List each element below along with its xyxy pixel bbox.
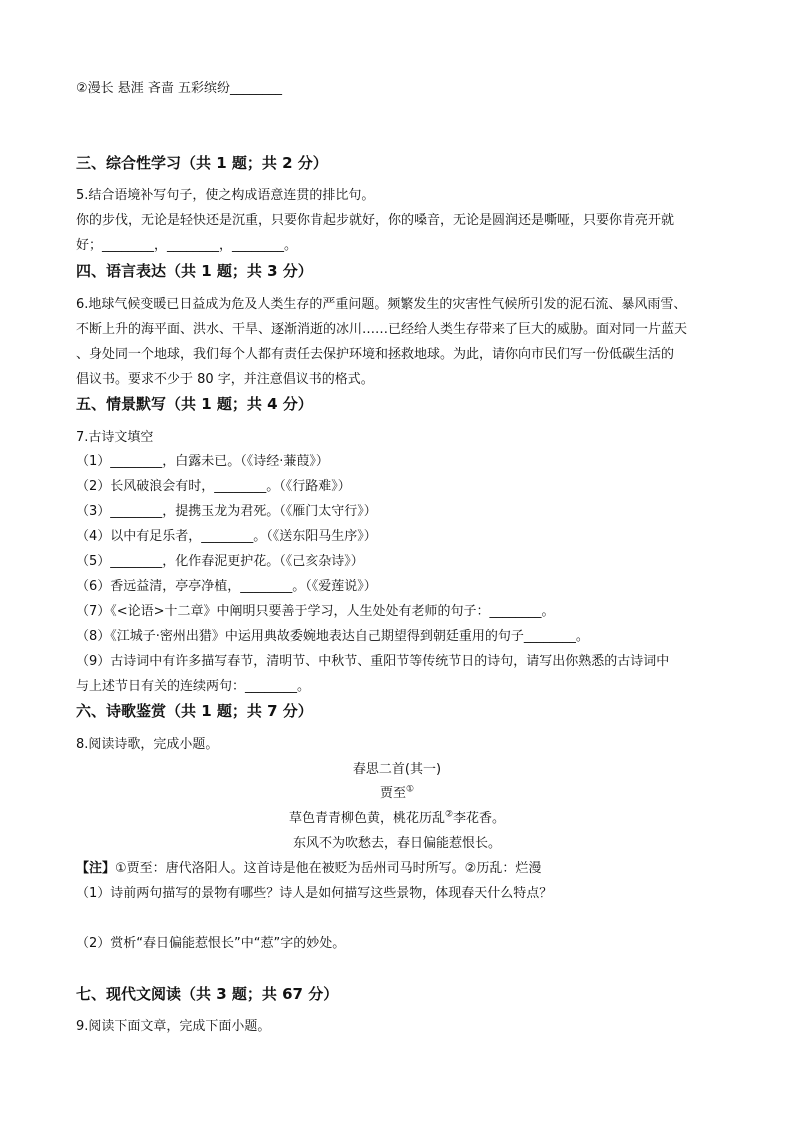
section-6-heading: 六、诗歌鉴赏（共 1 题；共 7 分） — [76, 702, 313, 720]
section-3-heading: 三、综合性学习（共 1 题；共 2 分） — [76, 154, 328, 172]
poem-title: 春思二首(其一) — [352, 762, 442, 777]
question-6-line-4: 倡议书。要求不少于 80 字，并注意倡议书的格式。 — [76, 372, 374, 387]
question-5-line-2: 好；________，________，________。 — [76, 238, 298, 253]
question-7-item-5: （5）________，化作春泥更护花。（《己亥杂诗》） — [76, 554, 364, 569]
section-5-heading: 五、情景默写（共 1 题；共 4 分） — [76, 395, 313, 413]
question-8-sub-1: （1）诗前两句描写的景物有哪些？诗人是如何描写这些景物，体现春天什么特点？ — [76, 886, 553, 901]
poem-line-1-part-a: 草色青青柳色黄，桃花历乱 — [288, 811, 445, 826]
poem-author — [0, 785, 794, 803]
question-7-item-9-line-2: 与上述节日有关的连续两句：________。 — [76, 679, 311, 694]
question-6-line-2: 不断上升的海平面、洪水、干旱、逐渐消逝的冰川……已经给人类生存带来了巨大的威胁。面对同一片蓝天 — [76, 322, 688, 337]
question-6-line-1: 6.地球气候变暖已日益成为危及人类生存的严重问题。频繁发生的灾害性气候所引发的泥石流、暴风雨雪、 — [76, 297, 687, 312]
section-7-heading: 七、现代文阅读（共 3 题；共 67 分） — [76, 985, 339, 1003]
vocab-line-2: ②漫长 悬涯 吝啬 五彩缤纷________ — [76, 81, 283, 96]
footnote-mark-1: ① — [405, 784, 415, 795]
question-5-line-1: 你的步伐，无论是轻快还是沉重，只要你肯起步就好，你的嗓音，无论是圆润还是嘶哑，只要你肯亮开就 — [76, 213, 675, 228]
question-7-item-8: （8）《江城子·密州出猎》中运用典故委婉地表达自己期望得到朝廷重用的句子________。 — [76, 629, 589, 644]
question-6-line-3: 、身处同一个地球，我们每个人都有责任去保护环境和拯救地球。为此，请你向市民们写一份低碳生活的 — [76, 347, 675, 362]
note-label: 【注】 — [76, 861, 116, 876]
question-7-item-6: （6）香远益清，亭亭净植，________。（《爱莲说》） — [76, 579, 377, 594]
question-7-item-2: （2）长风破浪会有时，________。（《行路难》） — [76, 479, 351, 494]
poem-author-name: 贾至 — [379, 786, 406, 801]
section-4-heading: 四、语言表达（共 1 题；共 3 分） — [76, 262, 313, 280]
question-7-title: 7.古诗文填空 — [76, 430, 154, 445]
question-7-item-1: （1）________，白露未已。（《诗经·蒹葭》） — [76, 454, 329, 469]
question-5-title: 5.结合语境补写句子，使之构成语意连贯的排比句。 — [76, 188, 375, 203]
poem-line-1 — [0, 810, 794, 828]
poem-line-2: 东风不为吹愁去，春日偏能惹恨长。 — [292, 836, 501, 851]
question-7-item-7: （7）《<论语>十二章》中阐明只要善于学习，人生处处有老师的句子：________。 — [76, 604, 555, 619]
question-7-item-3: （3）________，提携玉龙为君死。（《雁门太守行》） — [76, 504, 377, 519]
note-text: ①贾至：唐代洛阳人。这首诗是他在被贬为岳州司马时所写。②历乱：烂漫 — [115, 861, 542, 876]
footnote-mark-2: ② — [444, 809, 454, 820]
question-8-sub-2: （2）赏析“春日偏能惹恨长”中“惹”字的妙处。 — [76, 936, 346, 951]
poem-note — [76, 860, 541, 878]
question-8-title: 8.阅读诗歌，完成小题。 — [76, 737, 219, 752]
question-7-item-4: （4）以中有足乐者，________。（《送东阳马生序》） — [76, 529, 377, 544]
question-7-item-9-line-1: （9）古诗词中有许多描写春节，清明节、中秋节、重阳节等传统节日的诗句，请写出你熟悉的古诗词中 — [76, 654, 670, 669]
question-9-title: 9.阅读下面文章，完成下面小题。 — [76, 1019, 271, 1034]
poem-line-1-part-b: 李花香。 — [453, 811, 506, 826]
